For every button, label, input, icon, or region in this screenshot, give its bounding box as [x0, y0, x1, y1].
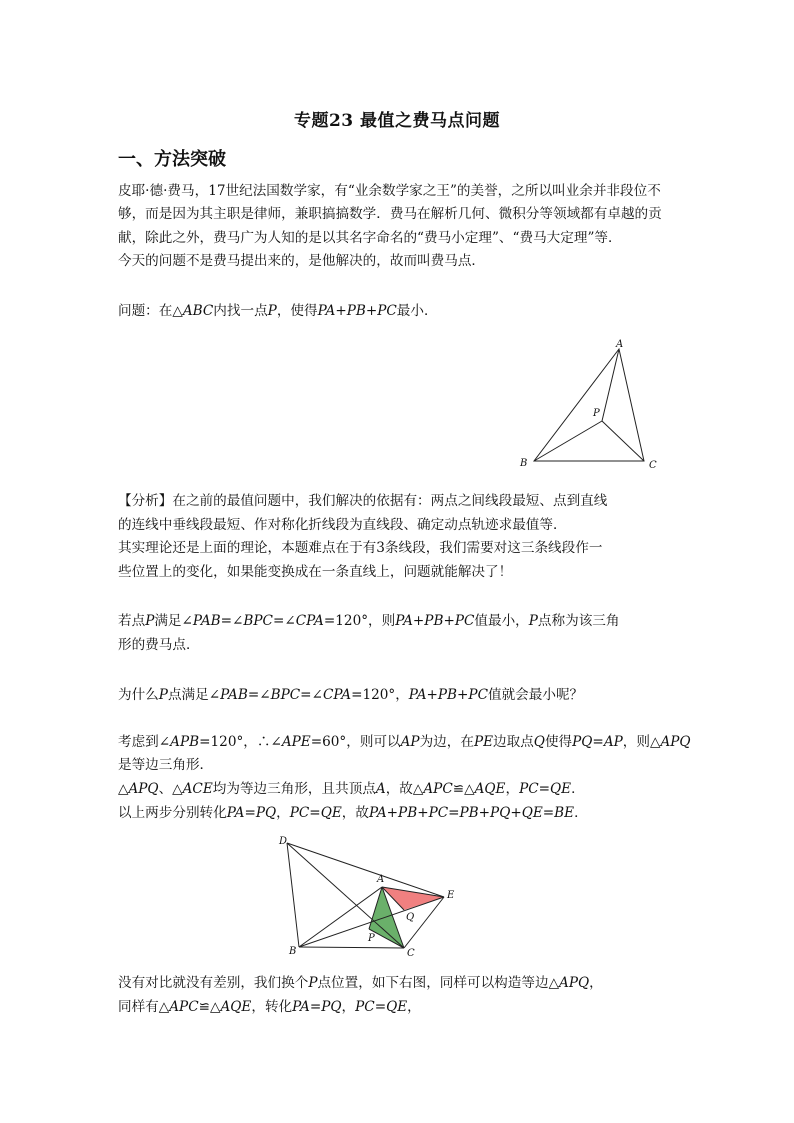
intro-line-4: 今天的问题不是费马提出来的，是他解决的，故而叫费马点． [118, 253, 486, 269]
segment-pc [602, 421, 644, 461]
problem-line: 问题：在△ABC内找一点P，使得PA+PB+PC最小． [118, 303, 438, 319]
analysis-line-1: 【分析】在之前的最值问题中，我们解决的依据有：两点之间线段最短、点到直线 [118, 493, 608, 509]
label-e: E [447, 890, 455, 901]
analysis-line-3: 其实理论还是上面的理论，本题难点在于有3条线段，我们需要对这三条线段作一 [118, 540, 603, 556]
segment-db [287, 843, 299, 947]
proof-line-3: △APQ、△ACE均为等边三角形，且共顶点A，故△APC≌△AQE，PC=QE． [118, 781, 585, 797]
compare-line-2: 同样有△APC≌△AQE，转化PA=PQ，PC=QE， [118, 999, 421, 1015]
segment-bc [299, 947, 404, 948]
label-a: A [616, 339, 624, 350]
label-b: B [520, 458, 528, 469]
label-d: D [279, 836, 288, 847]
fermat-construction-figure [270, 832, 470, 962]
fermat-line-1: 若点P满足∠PAB=∠BPC=∠CPA=120°，则PA+PB+PC值最小，P点称为该三角 [118, 613, 620, 629]
label-c: C [649, 460, 657, 471]
label-b2: B [289, 946, 297, 957]
label-a2: A [377, 874, 385, 885]
why-line: 为什么P点满足∠PAB=∠BPC=∠CPA=120°，PA+PB+PC值就会最小呢？ [118, 687, 584, 703]
triangle-figure-1 [510, 335, 680, 475]
label-q: Q [406, 912, 415, 923]
segment-dc [287, 843, 404, 948]
proof-line-1: 考虑到∠APB=120°，∴∠APE=60°，则可以AP为边，在PE边取点Q使得PQ=AP，则△APQ [118, 734, 691, 750]
fermat-line-2: 形的费马点． [118, 637, 200, 653]
label-c2: C [407, 948, 415, 959]
section-heading: 一、方法突破 [118, 149, 226, 170]
segment-pb [534, 421, 602, 461]
compare-line-1: 没有对比就没有差别，我们换个P点位置，如下右图，同样可以构造等边△APQ， [118, 975, 603, 991]
red-triangle-aqe [382, 887, 444, 910]
analysis-line-4: 些位置上的变化，如果能变换成在一条直线上，问题就能解决了！ [118, 564, 513, 580]
analysis-line-2: 的连线中垂线段最短、作对称化折线段为直线段、确定动点轨迹求最值等． [118, 517, 567, 533]
intro-line-3: 献，除此之外，费马广为人知的是以其名字命名的“费马小定理”、“费马大定理”等． [118, 230, 622, 246]
page-title: 专题23 最值之费马点问题 [293, 111, 501, 131]
label-p2: P [368, 933, 375, 944]
intro-line-2: 够，而是因为其主职是律师，兼职搞搞数学．费马在解析几何、微积分等领域都有卓越的贡 [118, 206, 662, 222]
intro-line-1: 皮耶·德·费马，17世纪法国数学家，有“业余数学家之王”的美誉，之所以叫业余并非段位不 [118, 183, 661, 199]
proof-line-4: 以上两步分别转化PA=PQ，PC=QE，故PA+PB+PC=PB+PQ+QE=BE． [118, 805, 588, 821]
triangle-abc [534, 349, 644, 461]
label-p: P [593, 408, 600, 419]
proof-line-2: 是等边三角形． [118, 757, 214, 773]
segment-de [287, 843, 444, 897]
